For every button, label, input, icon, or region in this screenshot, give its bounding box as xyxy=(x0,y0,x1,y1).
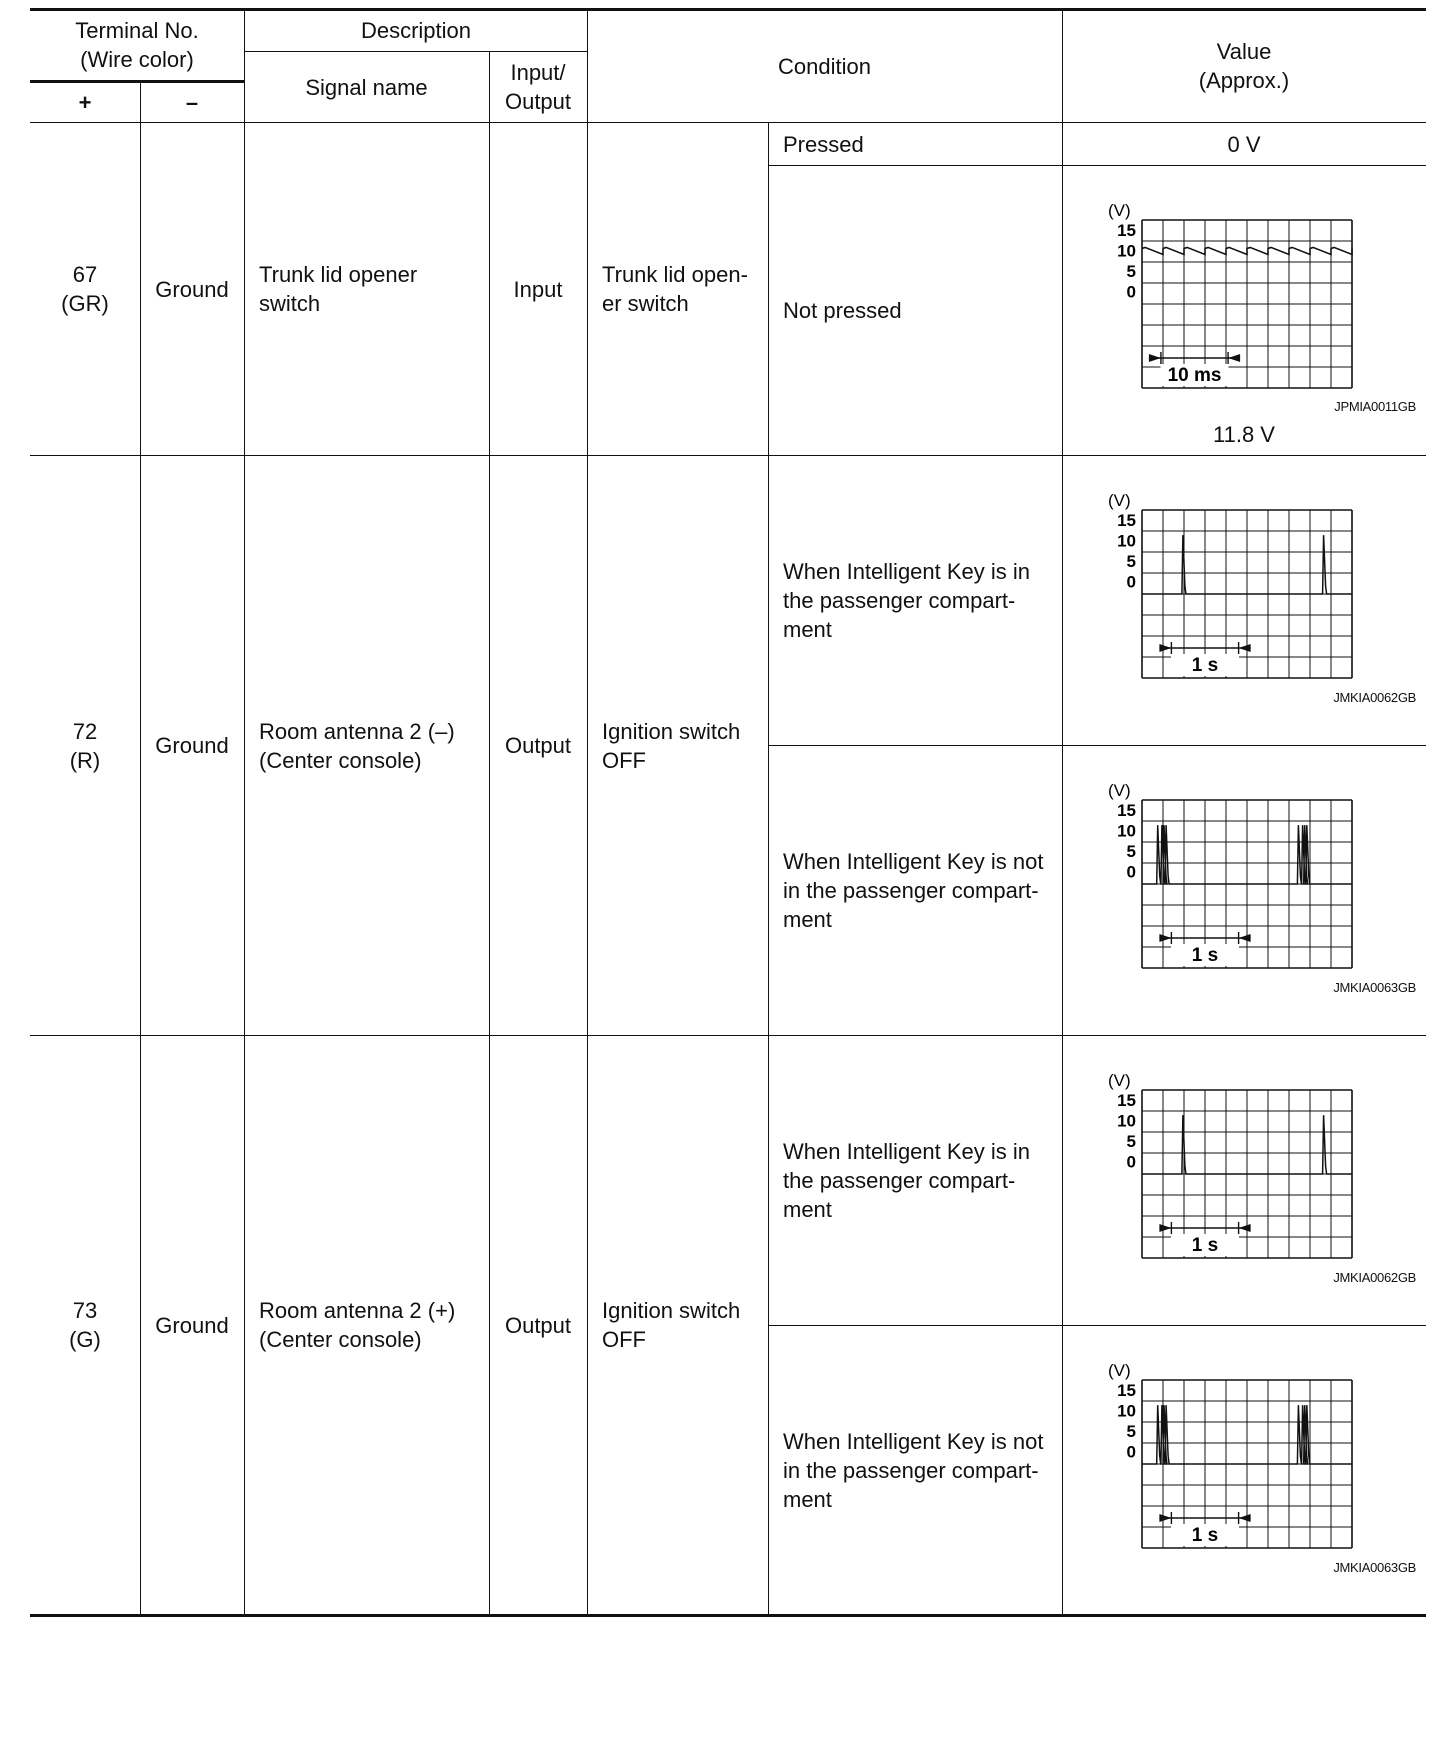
header-condition xyxy=(587,10,1062,122)
condition-line: Ignition switch xyxy=(602,1298,741,1323)
ground-label: Ground xyxy=(155,1312,229,1338)
axis-tick-label: 15 xyxy=(1117,1091,1136,1110)
wire-color: (GR) xyxy=(61,291,109,316)
time-marker-arrow xyxy=(1159,934,1171,942)
io-label: Input xyxy=(513,276,563,302)
time-marker-arrow xyxy=(1228,354,1240,362)
signal-name-line: Room antenna 2 (+) xyxy=(259,1298,456,1323)
header-terminal xyxy=(30,10,244,80)
time-marker-arrow xyxy=(1149,354,1161,362)
row72-io xyxy=(489,456,587,1035)
state-line: When Intelligent Key is not xyxy=(783,849,1044,874)
row67-state-pressed xyxy=(783,123,1062,165)
ground-label: Ground xyxy=(155,733,229,758)
axis-tick-label: 15 xyxy=(1117,801,1136,820)
figure-id: JMKIA0063GB xyxy=(1333,1560,1416,1575)
condition-line: OFF xyxy=(602,747,646,773)
row73-io xyxy=(489,1036,587,1614)
value-label: 11.8 V xyxy=(1213,421,1275,447)
axis-tick-label: 5 xyxy=(1126,842,1136,861)
time-marker-arrow xyxy=(1159,1514,1171,1522)
header-plus-label: + xyxy=(78,90,92,115)
row67-value-not-pressed xyxy=(1062,418,1426,450)
time-marker-arrow xyxy=(1239,1514,1251,1522)
axis-tick-label: 10 xyxy=(1117,821,1136,841)
figure-id: JMKIA0062GB xyxy=(1333,690,1416,705)
condition-line: OFF xyxy=(602,1327,646,1352)
axis-tick-label: 15 xyxy=(1117,511,1136,530)
axis-tick-label: 5 xyxy=(1126,1132,1136,1151)
condition-line: Ignition switch xyxy=(602,718,741,744)
row72-state-not-in xyxy=(783,746,1062,1035)
row67-condition xyxy=(602,123,768,455)
axis-unit-label: (V) xyxy=(1108,201,1131,220)
row73-ground xyxy=(140,1036,244,1614)
axis-tick-label: 5 xyxy=(1126,1422,1136,1441)
state-line: ment xyxy=(783,617,832,642)
header-minus-label: – xyxy=(185,90,199,115)
io-label: Output xyxy=(504,1312,572,1338)
header-signal-name xyxy=(244,52,489,122)
col-rule-2 xyxy=(244,8,245,1615)
header-wire-color: (Wire color) xyxy=(80,47,194,72)
header-description-label: Description xyxy=(360,18,472,43)
state-label: Not pressed xyxy=(783,298,902,323)
row67-state-not-pressed xyxy=(783,166,1062,455)
header-terminal-label: Terminal No. xyxy=(75,18,199,43)
state-line: When Intelligent Key is in xyxy=(783,1139,1031,1164)
signal-name-line: (Center console) xyxy=(259,1327,422,1352)
figure-id: JMKIA0063GB xyxy=(1333,980,1416,995)
header-input-label: Input/ xyxy=(510,60,566,85)
wire-color: (G) xyxy=(69,1327,101,1352)
state-line: When Intelligent Key is in xyxy=(783,559,1031,584)
axis-unit-label: (V) xyxy=(1108,781,1131,800)
header-approx-label: (Approx.) xyxy=(1198,68,1290,93)
axis-tick-label: 10 xyxy=(1117,531,1136,551)
header-io xyxy=(489,52,587,122)
row72-state-in xyxy=(783,456,1062,745)
time-marker-arrow xyxy=(1239,1224,1251,1232)
header-value xyxy=(1062,10,1426,122)
axis-tick-label: 10 xyxy=(1117,1111,1136,1131)
state-line: in the passenger compart- xyxy=(783,1457,1039,1483)
axis-unit-label: (V) xyxy=(1108,1361,1131,1380)
axis-tick-label: 15 xyxy=(1117,1381,1136,1400)
row73-state-in xyxy=(783,1036,1062,1325)
axis-tick-label: 0 xyxy=(1126,572,1136,592)
row67-io xyxy=(489,123,587,455)
row67-signal xyxy=(259,123,489,455)
figure-id: JPMIA0011GB xyxy=(1334,399,1416,414)
time-scale-label: 1 s xyxy=(1191,1525,1219,1546)
row73-condition xyxy=(602,1036,768,1614)
io-label: Output xyxy=(504,733,572,758)
header-signal-name-label: Signal name xyxy=(305,74,428,100)
signal-trace xyxy=(1142,247,1352,254)
row67-value-pressed xyxy=(1062,123,1426,165)
header-output-label: Output xyxy=(504,89,572,114)
axis-tick-label: 10 xyxy=(1117,1401,1136,1421)
ground-label: Ground xyxy=(155,276,229,302)
header-condition-label: Condition xyxy=(778,53,871,79)
state-line: When Intelligent Key is not xyxy=(783,1428,1044,1454)
signal-name-line: Trunk lid opener xyxy=(259,262,418,287)
state-line: ment xyxy=(783,1486,832,1512)
figure-id: JMKIA0062GB xyxy=(1333,1270,1416,1285)
terminal-number: 67 xyxy=(72,262,98,287)
axis-tick-label: 0 xyxy=(1126,862,1136,882)
time-marker-arrow xyxy=(1159,644,1171,652)
header-plus xyxy=(30,83,140,122)
header-description xyxy=(244,10,588,51)
header-value-label: Value xyxy=(1216,39,1272,64)
axis-unit-label: (V) xyxy=(1108,1071,1131,1090)
col-rule-4 xyxy=(587,8,588,1615)
state-line: in the passenger compart- xyxy=(783,878,1039,903)
state-line: the passenger compart- xyxy=(783,588,1016,613)
row67-ground xyxy=(140,123,244,455)
axis-tick-label: 0 xyxy=(1126,1152,1136,1172)
header-minus xyxy=(140,83,244,122)
signal-name-line: (Center console) xyxy=(259,747,422,773)
axis-tick-label: 5 xyxy=(1126,552,1136,571)
terminal-number: 73 xyxy=(72,1298,98,1323)
time-scale-label: 1 s xyxy=(1191,945,1219,966)
signal-name-line: Room antenna 2 (–) xyxy=(259,718,455,744)
axis-unit-label: (V) xyxy=(1108,491,1131,510)
row67-terminal xyxy=(30,123,140,455)
axis-tick-label: 15 xyxy=(1117,221,1136,240)
state-label: Pressed xyxy=(783,131,864,157)
time-scale-label: 10 ms xyxy=(1167,365,1222,386)
row73-state-not-in xyxy=(783,1326,1062,1614)
axis-tick-label: 0 xyxy=(1126,1442,1136,1462)
row73-terminal xyxy=(30,1036,140,1614)
row73-signal xyxy=(259,1036,489,1614)
state-line: ment xyxy=(783,907,832,932)
terminal-number: 72 xyxy=(72,718,98,744)
condition-line: er switch xyxy=(602,291,689,316)
axis-tick-label: 0 xyxy=(1126,282,1136,302)
row72-ground xyxy=(140,456,244,1035)
time-marker-arrow xyxy=(1239,644,1251,652)
time-scale-label: 1 s xyxy=(1191,1235,1219,1256)
row72-terminal xyxy=(30,456,140,1035)
state-line: ment xyxy=(783,1197,832,1222)
value-label: 0 V xyxy=(1227,131,1261,157)
time-marker-arrow xyxy=(1239,934,1251,942)
row72-signal xyxy=(259,456,489,1035)
time-marker-arrow xyxy=(1159,1224,1171,1232)
wire-color: (R) xyxy=(69,747,101,773)
row72-condition xyxy=(602,456,768,1035)
state-line: the passenger compart- xyxy=(783,1168,1016,1193)
time-scale-label: 1 s xyxy=(1191,655,1219,676)
axis-tick-label: 10 xyxy=(1117,241,1136,261)
condition-line: Trunk lid open- xyxy=(602,262,748,287)
signal-name-line: switch xyxy=(259,291,321,316)
axis-tick-label: 5 xyxy=(1126,262,1136,281)
col-rule-5 xyxy=(768,122,769,1615)
